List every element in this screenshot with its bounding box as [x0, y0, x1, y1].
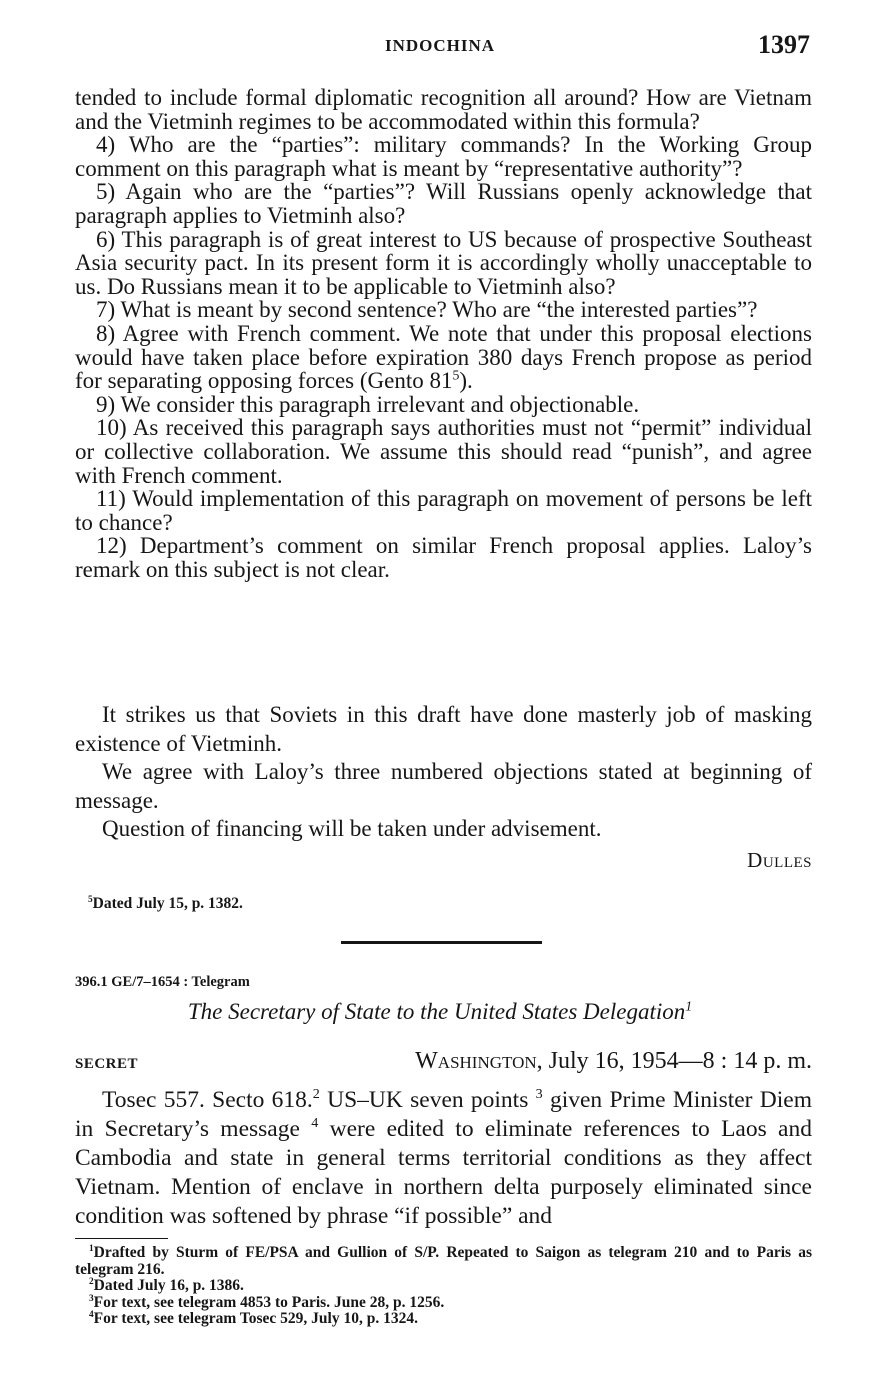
point-9: 9) We consider this paragraph irrelevant and objectionable. — [96, 391, 640, 417]
footnote-marker: 2 — [89, 1276, 94, 1287]
footnote-text: For text, see telegram 4853 to Paris. June 28, p. 1256. — [93, 1293, 445, 1311]
dateline-rest: , July 16, 1954—8 : 14 p. m. — [536, 1048, 812, 1074]
point-10: 10) As received this paragraph says authorities must not “permit” individual or collective collaboration. We assume this should read “punish”, and agree with French comment. — [75, 415, 812, 488]
dateline — [415, 1048, 812, 1075]
document-title-text: The Secretary of State to the United States Delegation — [187, 999, 686, 1024]
footnote-rule — [75, 1238, 168, 1239]
dateline-place: Washington — [415, 1048, 537, 1074]
point-7: 7) What is meant by second sentence? Who are “the interested parties”? — [96, 297, 758, 323]
running-header-title: INDOCHINA — [384, 36, 496, 55]
telegram-body — [75, 1086, 812, 1231]
point-11: 11) Would implementation of this paragraph on movement of persons be left to chance? — [75, 486, 812, 535]
point-continuation: tended to include formal diplomatic recognition all around? How are Vietnam and the Vietminh regimes to be accommodated within this formula? — [75, 85, 812, 134]
footnote-marker: 4 — [89, 1309, 94, 1320]
footnote-text: Dated July 16, p. 1386. — [93, 1277, 244, 1294]
document-title — [0, 999, 880, 1025]
point-6: 6) This paragraph is of great interest to US because of prospective Southeast Asia security pact. In its present form it is accordingly wholly unacceptable to us. Do Russians mean it to be applicable to Vietminh also? — [75, 226, 812, 299]
footnote-ref-4: 4 — [311, 1115, 319, 1132]
closing-section — [75, 701, 812, 844]
footnote-4 — [75, 1311, 812, 1328]
point-8-end: ). — [459, 368, 473, 394]
footnote-marker: 3 — [89, 1293, 94, 1304]
footnote-text: For text, see telegram Tosec 529, July 10, p. 1324. — [93, 1310, 418, 1327]
document-file-id: 396.1 GE/7–1654 : Telegram — [75, 974, 250, 990]
footnotes-section — [75, 1245, 812, 1328]
footnote-3 — [75, 1295, 812, 1312]
footnote-ref-1: 1 — [685, 998, 693, 1014]
telegram-text-1: Tosec 557. Secto 618. — [102, 1087, 313, 1113]
closing-paragraph-2: We agree with Laloy’s three numbered objections stated at beginning of message. — [75, 759, 812, 813]
classification-label: SECRET — [75, 1056, 139, 1072]
footnote-marker: 1 — [89, 1243, 94, 1254]
closing-paragraph-1: It strikes us that Soviets in this draft have done masterly job of masking existence of Vietminh. — [75, 702, 812, 756]
footnote-ref-3: 3 — [535, 1086, 543, 1103]
point-8-text: 8) Agree with French comment. We note that under this proposal elections would have taken place before expiration 380 days French propose as period for separating opposing forces (Gento 81 — [75, 320, 812, 394]
telegram-text-4: were edited to eliminate references to Laos and Cambodia and state in general terms territorial conditions as they affect Vietnam. Mention of enclave in northern delta purposely eliminated since condition was softened by phrase “if possible” and — [75, 1116, 812, 1229]
footnote-text: Dated July 15, p. 1382. — [92, 895, 243, 912]
point-4: 4) Who are the “parties”: military commands? In the Working Group comment on this paragraph what is meant by “representative authority”? — [75, 132, 812, 181]
footnote-5 — [88, 896, 243, 911]
footnote-text: Drafted by Sturm of FE/PSA and Gullion of S/P. Repeated to Saigon as telegram 210 and to Paris as telegram 216. — [75, 1244, 812, 1278]
closing-paragraph-3: Question of financing will be taken under advisement. — [102, 816, 602, 841]
point-12: 12) Department’s comment on similar French proposal applies. Laloy’s remark on this subject is not clear. — [75, 533, 812, 582]
section-divider — [341, 941, 542, 944]
footnote-ref-5: 5 — [452, 367, 460, 383]
cable-points-section — [75, 86, 812, 581]
footnote-ref-2: 2 — [312, 1086, 320, 1103]
point-5: 5) Again who are the “parties”? Will Russians openly acknowledge that paragraph applies to Vietminh also? — [75, 179, 812, 228]
point-8 — [75, 322, 812, 393]
telegram-paragraph — [75, 1086, 812, 1231]
footnote-marker: 5 — [88, 894, 93, 905]
signature: Dulles — [747, 848, 812, 872]
telegram-text-3: given Prime Minister Diem in Secretary’s message — [75, 1087, 812, 1142]
page-number: 1397 — [758, 30, 810, 59]
telegram-text-2: US–UK seven points — [319, 1087, 536, 1113]
footnote-2 — [75, 1278, 812, 1295]
footnote-1 — [75, 1245, 812, 1278]
